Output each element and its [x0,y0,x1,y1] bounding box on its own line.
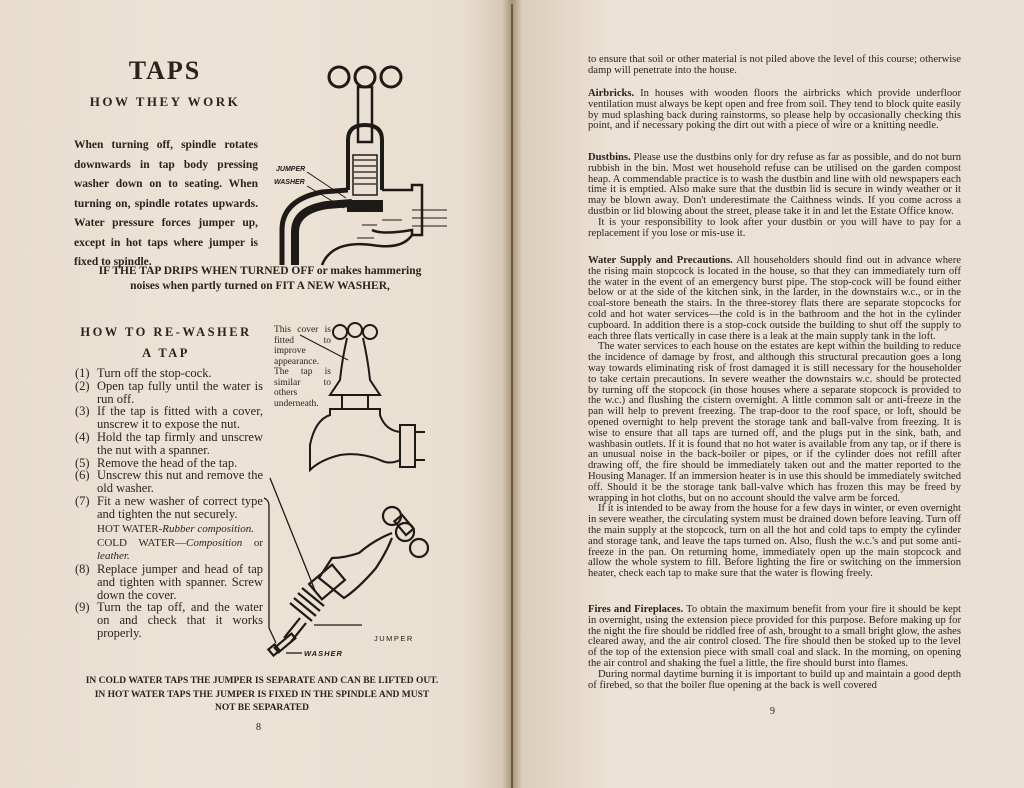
section-heading: Dustbins. [588,152,631,163]
step-item: (7) Fit a new washer of correct type and tighten the nut securely. HOT WATER-Rubber composition. COLD WATER—Composition or leather. [75,493,263,563]
hot-water-note: HOT WATER-Rubber composition. [97,522,254,535]
howto-heading [76,322,256,364]
section-paragraph: In houses with wooden floors the airbricks which provide underfloor ventilation must always be kept open and free from soil. They tend to block quite easily by mud splashing back during rainstorms, so please help by occasionally checking this point, and if necessary poking the dirt out with a piece of wire or a knitting needle. [588,88,961,132]
warning-line-1: IF THE TAP DRIPS WHEN TURNED OFF or makes hammering [98,265,422,277]
step-item: (5) Remove the head of the tap. [75,455,238,470]
howto-heading-line-2: A TAP [142,346,190,360]
step-item: (9) Turn the tap off, and the water on and check that it works properly. [75,600,263,640]
tap-cross-section-diagram [262,60,452,270]
step-item: (6) Unscrew this nut and remove the old washer. [75,468,263,496]
section-paragraph: All householders should find out in advance where the rising main stopcock is located in the house, so that they can immediately turn off the water in the event of an emergency burst pipe. The stop-cock will be found either below or at the side of the kitchen sink, in the larder, in the downstairs w.c., or in the coal-store beneath the stairs. In the three-storey flats there are separate stopcocks for cold and hot water services—the cold is in the bathroom and the hot in the cylinder cupboard. In addition there is a stop-cock outside the building to shut off the supply to each three flats vertically in case there is a leak at the main supply tank in the loft. [588,255,961,342]
cold-water-note: COLD WATER—Composition or leather. [97,537,263,563]
jumper-label: JUMPER [374,634,414,643]
jumper-footnote [70,675,454,716]
washer-label: WASHER [304,649,343,658]
section-paragraph: To obtain the maximum benefit from your fire it should be kept in overnight, using the extension piece provided for this purpose. Before making up for the night the fire should be riddled free of ash, brought to a small bright glow, the ashes cleared away, and the air control closed. The fire should then be stoked up to the level of the top of the extension piece with small coal and slack. In the morning, on opening the air control and shaking the fuel a little, the fire should burst into flames. [588,604,962,669]
section-dustbins [588,153,961,239]
section-paragraph: The water services to each house on the estates are kept within the building to reduce the incidence of damage by frost, and although this structural precaution goes a long way towards eliminating risk of frost damaged it is still necessary for the householder to take certain precautions. In severe weather the downstairs w.c. should be protected by turning off the stopcock (in those houses where a separate stopcock is provided to the w.c.) and flushing the cistern overnight. A little common salt or anti-freeze in the pan will help to prevent freezing. The trap-door to the roof space, or loft, should be opened overnight to help prevent the storage tank and ball-valve from freezing. It is wise to ensure that all taps are turned off, and the plugs put in the sink, bath, and washbasin outlets. If it is found that no hot water is available from any tap, or if there is an unusual noise in the back-boiler or pipes, or if the cylinder does not refill after drawing off, the fire should be immediately taken out and the matter reported to the Housing Manager. If an immersion heater is in use this should be immediately switched off. Should it be the storage tank ball-valve which has frozen this may be freed by wrapping in hot cloths, but on no account should the valve arm be forced. [588,341,961,504]
rewasher-steps [75,367,263,640]
jumper-label: JUMPER [276,166,306,173]
page-title: TAPS [128,56,202,85]
section-paragraph: Please use the dustbins only for dry refuse as far as possible, and do not burn rubbish in the bin. Most wet household refuse can be utilised on the garden compost heap. A commendable practice is to wash the dustbin and line with old newspapers each time it is emptied. Also make sure that the dustbin lid is secure in windy weather or it may be blown away. Don't underestimate the Caithness winds. If you come across a dustbin or lid blowing about the street, please take it in and let the Estate Office know. [588,152,961,217]
section-fires [588,605,961,691]
cover-note: This cover is fitted to improve appearance. The tap is similar to others underneath. [274,325,331,409]
section-paragraph: If it is intended to be away from the house for a few days in winter, or even overnight in severe weather, the circulating system must be drained down before leaving. Turn off the main supply at the stopcock, turn on all the hot and cold taps to empty the cylinder and storage tank, and leave the taps turned on. Also, flush the w.c.'s and put some anti-freeze in the pan. On returning home, immediately open up the main stopcock and allow the whole system to fill. Before lighting the fire or switching on the immersion heater, check each tap to make sure that the water is flowing freely. [588,503,961,580]
exploded-tap-head-diagram [264,478,454,668]
footnote-line-1: IN COLD WATER TAPS THE JUMPER IS SEPARATE AND CAN BE LIFTED OUT. [85,676,439,686]
step-item: (4) Hold the tap firmly and unscrew the nut with a spanner. [75,429,263,457]
section-heading: Water Supply and Precautions. [588,255,733,266]
warning-line-2: noises when partly turned on FIT A NEW WASHER, [130,280,390,292]
section-heading: Airbricks. [588,88,635,99]
page-subtitle: HOW THEY WORK [89,94,241,109]
intro-paragraph: When turning off, spindle rotates downwards in tap body pressing washer down on to seating. When turning on, spindle rotates upwards. Water pressure forces jumper up, except in hot taps where jumper is fixed to spindle. [74,139,258,268]
section-heading: Fires and Fireplaces. [588,604,684,615]
washer-label: WASHER [274,179,305,186]
covered-tap-diagram [300,320,425,480]
section-paragraph: During normal daytime burning it is important to build up and maintain a good depth of firebed, so that the boiler flue opening at the back is well covered [588,668,961,691]
section-paragraph: It is your responsibility to look after your dustbin or you will have to pay for a replacement if you lose or mis-use it. [588,216,961,239]
step-item: (1) Turn off the stop-cock. [75,366,212,380]
page-number: 8 [256,722,261,733]
section-airbricks [588,89,961,132]
drip-warning [70,264,450,294]
section-water-supply [588,256,961,580]
footnote-line-2: IN HOT WATER TAPS THE JUMPER IS FIXED IN THE SPINDLE AND MUST [94,689,430,700]
continuation-text: to ensure that soil or other material is not piled above the level of this course; otherwise damp will penetrate into the house. [588,54,961,76]
footnote-line-3: NOT BE SEPARATED [215,703,309,713]
step-item: (3) If the tap is fitted with a cover, unscrew it to expose the nut. [75,404,263,432]
continuation-paragraph [588,55,961,77]
step-item: (8) Replace jumper and head of tap and tighten with spanner. Screw down the cover. [75,561,263,602]
howto-heading-line-1: HOW TO RE-WASHER [80,325,252,339]
step-item: (2) Open tap fully until the water is run off. [75,378,263,406]
page-number: 9 [770,706,775,717]
